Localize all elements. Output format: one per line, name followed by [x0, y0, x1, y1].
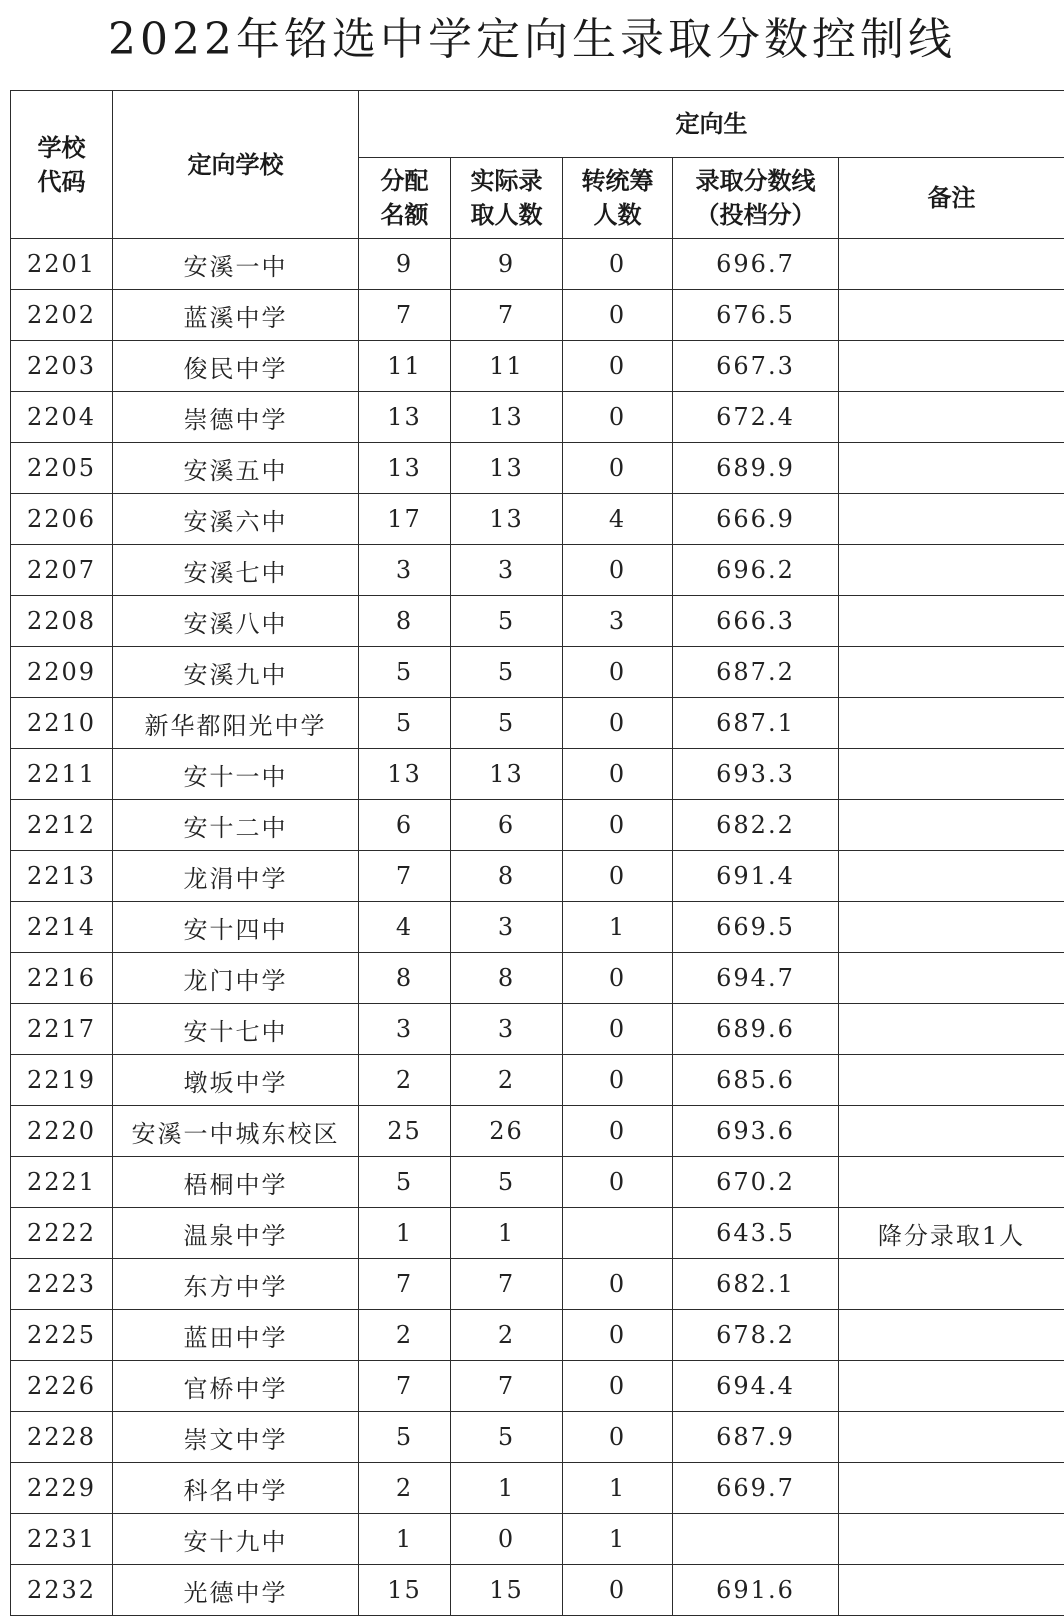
cell-actual-admitted: 1	[451, 1463, 563, 1514]
cell-quota: 25	[359, 1106, 451, 1157]
cell-cutoff-score: 693.3	[673, 749, 839, 800]
page-title: 2022年铭选中学定向生录取分数控制线	[108, 14, 956, 65]
cell-actual-admitted: 0	[451, 1514, 563, 1565]
table-row	[11, 647, 1064, 698]
cell-school-code: 2228	[11, 1412, 113, 1463]
cell-school-code: 2202	[11, 290, 113, 341]
table-row	[11, 1565, 1064, 1616]
cell-remark	[839, 392, 1064, 443]
cell-actual-admitted: 8	[451, 851, 563, 902]
cell-school-code: 2201	[11, 239, 113, 290]
cell-transfer-count	[563, 1208, 673, 1259]
cell-cutoff-score: 669.7	[673, 1463, 839, 1514]
header-transfer-line1: 转统筹	[581, 167, 654, 195]
cell-school-code: 2223	[11, 1259, 113, 1310]
cell-transfer-count: 1	[563, 1514, 673, 1565]
cell-actual-admitted: 7	[451, 1361, 563, 1412]
cell-transfer-count: 0	[563, 443, 673, 494]
cell-actual-admitted: 3	[451, 1004, 563, 1055]
cell-cutoff-score: 693.6	[673, 1106, 839, 1157]
header-quota-line1: 分配	[380, 167, 429, 195]
cell-remark	[839, 1004, 1064, 1055]
cell-cutoff-score: 691.4	[673, 851, 839, 902]
cell-target-school: 安溪八中	[113, 596, 359, 647]
table-row	[11, 953, 1064, 1004]
cell-cutoff-score: 694.4	[673, 1361, 839, 1412]
table-row	[11, 698, 1064, 749]
cell-target-school: 龙门中学	[113, 953, 359, 1004]
table-row	[11, 494, 1064, 545]
cell-school-code: 2203	[11, 341, 113, 392]
table-row	[11, 902, 1064, 953]
cell-actual-admitted: 13	[451, 494, 563, 545]
cell-quota: 3	[359, 545, 451, 596]
table-row	[11, 1463, 1064, 1514]
cell-transfer-count: 0	[563, 851, 673, 902]
cell-actual-admitted: 5	[451, 1412, 563, 1463]
cell-target-school: 东方中学	[113, 1259, 359, 1310]
cell-target-school: 安溪九中	[113, 647, 359, 698]
cell-transfer-count: 0	[563, 1106, 673, 1157]
cell-cutoff-score: 691.6	[673, 1565, 839, 1616]
cell-quota: 3	[359, 1004, 451, 1055]
cell-remark	[839, 494, 1064, 545]
cell-remark	[839, 1412, 1064, 1463]
cell-remark	[839, 596, 1064, 647]
cell-target-school: 官桥中学	[113, 1361, 359, 1412]
cell-transfer-count: 0	[563, 647, 673, 698]
table-row	[11, 239, 1064, 290]
cell-quota: 8	[359, 953, 451, 1004]
cell-actual-admitted: 2	[451, 1055, 563, 1106]
cell-target-school: 安溪六中	[113, 494, 359, 545]
cell-school-code: 2205	[11, 443, 113, 494]
cell-actual-admitted: 8	[451, 953, 563, 1004]
cell-school-code: 2206	[11, 494, 113, 545]
header-actual-line1: 实际录	[470, 167, 543, 195]
header-target-school: 定向学校	[113, 91, 359, 239]
cell-cutoff-score: 682.2	[673, 800, 839, 851]
table-row	[11, 1004, 1064, 1055]
cell-actual-admitted: 13	[451, 749, 563, 800]
cell-cutoff-score: 696.7	[673, 239, 839, 290]
cell-transfer-count: 0	[563, 749, 673, 800]
cell-school-code: 2207	[11, 545, 113, 596]
cell-target-school: 蓝溪中学	[113, 290, 359, 341]
cell-school-code: 2217	[11, 1004, 113, 1055]
cell-actual-admitted: 3	[451, 902, 563, 953]
cell-quota: 15	[359, 1565, 451, 1616]
cell-target-school: 安溪一中城东校区	[113, 1106, 359, 1157]
cell-transfer-count: 0	[563, 1412, 673, 1463]
cell-target-school: 安溪七中	[113, 545, 359, 596]
cell-remark	[839, 1157, 1064, 1208]
cell-school-code: 2222	[11, 1208, 113, 1259]
cell-actual-admitted: 13	[451, 443, 563, 494]
cell-quota: 17	[359, 494, 451, 545]
table-row	[11, 545, 1064, 596]
cell-quota: 13	[359, 392, 451, 443]
cell-cutoff-score: 666.3	[673, 596, 839, 647]
cell-actual-admitted: 5	[451, 647, 563, 698]
cell-quota: 8	[359, 596, 451, 647]
cell-quota: 7	[359, 290, 451, 341]
cell-transfer-count: 0	[563, 1310, 673, 1361]
cell-target-school: 温泉中学	[113, 1208, 359, 1259]
cell-school-code: 2208	[11, 596, 113, 647]
cell-target-school: 梧桐中学	[113, 1157, 359, 1208]
cell-transfer-count: 0	[563, 698, 673, 749]
admission-table	[10, 90, 1064, 1616]
cell-target-school: 安十九中	[113, 1514, 359, 1565]
header-transfer-count	[563, 158, 673, 239]
table-row	[11, 1514, 1064, 1565]
cell-target-school: 墩坂中学	[113, 1055, 359, 1106]
cell-cutoff-score	[673, 1514, 839, 1565]
cell-remark	[839, 443, 1064, 494]
cell-remark	[839, 1055, 1064, 1106]
table-row	[11, 851, 1064, 902]
cell-quota: 2	[359, 1310, 451, 1361]
header-directed-students: 定向生	[359, 91, 1064, 158]
cell-quota: 2	[359, 1055, 451, 1106]
cell-quota: 13	[359, 749, 451, 800]
header-school-code	[11, 91, 113, 239]
cell-transfer-count: 3	[563, 596, 673, 647]
cell-transfer-count: 0	[563, 341, 673, 392]
cell-remark	[839, 953, 1064, 1004]
cell-quota: 1	[359, 1208, 451, 1259]
cell-transfer-count: 1	[563, 902, 673, 953]
cell-school-code: 2232	[11, 1565, 113, 1616]
header-cutoff-score	[673, 158, 839, 239]
cell-target-school: 崇德中学	[113, 392, 359, 443]
header-quota-line2: 名额	[380, 201, 429, 229]
cell-transfer-count: 0	[563, 1259, 673, 1310]
cell-quota: 1	[359, 1514, 451, 1565]
table-row	[11, 341, 1064, 392]
cell-transfer-count: 0	[563, 1004, 673, 1055]
cell-remark: 降分录取1人	[839, 1208, 1064, 1259]
cell-quota: 5	[359, 1157, 451, 1208]
cell-actual-admitted: 7	[451, 290, 563, 341]
header-school-code-line1: 学校	[37, 133, 86, 162]
cell-remark	[839, 290, 1064, 341]
cell-target-school: 安溪五中	[113, 443, 359, 494]
cell-cutoff-score: 687.9	[673, 1412, 839, 1463]
cell-remark	[839, 545, 1064, 596]
cell-cutoff-score: 672.4	[673, 392, 839, 443]
cell-cutoff-score: 682.1	[673, 1259, 839, 1310]
cell-school-code: 2231	[11, 1514, 113, 1565]
table-row	[11, 1361, 1064, 1412]
cell-transfer-count: 0	[563, 290, 673, 341]
cell-transfer-count: 0	[563, 953, 673, 1004]
cell-actual-admitted: 11	[451, 341, 563, 392]
cell-target-school: 蓝田中学	[113, 1310, 359, 1361]
cell-actual-admitted: 26	[451, 1106, 563, 1157]
header-school-code-line2: 代码	[37, 167, 86, 196]
cell-cutoff-score: 687.1	[673, 698, 839, 749]
cell-remark	[839, 800, 1064, 851]
cell-school-code: 2214	[11, 902, 113, 953]
cell-target-school: 新华都阳光中学	[113, 698, 359, 749]
header-remark: 备注	[839, 158, 1064, 239]
cell-school-code: 2219	[11, 1055, 113, 1106]
cell-school-code: 2220	[11, 1106, 113, 1157]
cell-target-school: 安十四中	[113, 902, 359, 953]
table-row	[11, 1412, 1064, 1463]
table-row	[11, 1157, 1064, 1208]
cell-transfer-count: 0	[563, 1157, 673, 1208]
cell-transfer-count: 0	[563, 1055, 673, 1106]
cell-actual-admitted: 9	[451, 239, 563, 290]
cell-target-school: 安溪一中	[113, 239, 359, 290]
header-actual-admitted	[451, 158, 563, 239]
cell-school-code: 2210	[11, 698, 113, 749]
cell-target-school: 科名中学	[113, 1463, 359, 1514]
table-row	[11, 596, 1064, 647]
cell-quota: 9	[359, 239, 451, 290]
header-score-line2: （投档分）	[695, 201, 816, 229]
cell-transfer-count: 4	[563, 494, 673, 545]
cell-actual-admitted: 3	[451, 545, 563, 596]
cell-remark	[839, 1565, 1064, 1616]
cell-cutoff-score: 685.6	[673, 1055, 839, 1106]
cell-school-code: 2209	[11, 647, 113, 698]
cell-cutoff-score: 678.2	[673, 1310, 839, 1361]
cell-school-code: 2212	[11, 800, 113, 851]
cell-actual-admitted: 6	[451, 800, 563, 851]
cell-actual-admitted: 15	[451, 1565, 563, 1616]
cell-quota: 5	[359, 647, 451, 698]
cell-transfer-count: 0	[563, 1361, 673, 1412]
cell-actual-admitted: 5	[451, 596, 563, 647]
cell-cutoff-score: 666.9	[673, 494, 839, 545]
cell-cutoff-score: 670.2	[673, 1157, 839, 1208]
cell-target-school: 光德中学	[113, 1565, 359, 1616]
table-row	[11, 443, 1064, 494]
cell-school-code: 2221	[11, 1157, 113, 1208]
header-transfer-line2: 人数	[593, 201, 642, 229]
cell-cutoff-score: 694.7	[673, 953, 839, 1004]
cell-quota: 2	[359, 1463, 451, 1514]
cell-remark	[839, 1514, 1064, 1565]
cell-transfer-count: 0	[563, 545, 673, 596]
header-score-line1: 录取分数线	[695, 167, 816, 195]
cell-target-school: 安十二中	[113, 800, 359, 851]
cell-remark	[839, 1106, 1064, 1157]
cell-school-code: 2216	[11, 953, 113, 1004]
cell-actual-admitted: 2	[451, 1310, 563, 1361]
cell-cutoff-score: 669.5	[673, 902, 839, 953]
cell-cutoff-score: 676.5	[673, 290, 839, 341]
cell-target-school: 安十七中	[113, 1004, 359, 1055]
cell-quota: 7	[359, 1259, 451, 1310]
cell-target-school: 龙涓中学	[113, 851, 359, 902]
cell-quota: 7	[359, 851, 451, 902]
cell-remark	[839, 698, 1064, 749]
table-row	[11, 1055, 1064, 1106]
table-row	[11, 1310, 1064, 1361]
cell-actual-admitted: 1	[451, 1208, 563, 1259]
cell-remark	[839, 851, 1064, 902]
cell-target-school: 崇文中学	[113, 1412, 359, 1463]
cell-transfer-count: 1	[563, 1463, 673, 1514]
cell-target-school: 安十一中	[113, 749, 359, 800]
table-row	[11, 1208, 1064, 1259]
cell-actual-admitted: 5	[451, 698, 563, 749]
cell-school-code: 2226	[11, 1361, 113, 1412]
table-row	[11, 290, 1064, 341]
cell-cutoff-score: 689.6	[673, 1004, 839, 1055]
cell-school-code: 2204	[11, 392, 113, 443]
cell-school-code: 2211	[11, 749, 113, 800]
cell-remark	[839, 1259, 1064, 1310]
cell-cutoff-score: 667.3	[673, 341, 839, 392]
table-row	[11, 1259, 1064, 1310]
header-quota	[359, 158, 451, 239]
cell-school-code: 2229	[11, 1463, 113, 1514]
cell-remark	[839, 902, 1064, 953]
cell-quota: 11	[359, 341, 451, 392]
cell-remark	[839, 239, 1064, 290]
cell-quota: 7	[359, 1361, 451, 1412]
cell-quota: 13	[359, 443, 451, 494]
cell-remark	[839, 647, 1064, 698]
cell-quota: 6	[359, 800, 451, 851]
table-row	[11, 800, 1064, 851]
cell-remark	[839, 1361, 1064, 1412]
table-row	[11, 1106, 1064, 1157]
cell-actual-admitted: 7	[451, 1259, 563, 1310]
header-actual-line2: 取人数	[470, 201, 543, 229]
cell-remark	[839, 749, 1064, 800]
cell-target-school: 俊民中学	[113, 341, 359, 392]
cell-remark	[839, 1463, 1064, 1514]
cell-actual-admitted: 5	[451, 1157, 563, 1208]
cell-cutoff-score: 687.2	[673, 647, 839, 698]
cell-school-code: 2225	[11, 1310, 113, 1361]
cell-cutoff-score: 643.5	[673, 1208, 839, 1259]
cell-quota: 4	[359, 902, 451, 953]
cell-transfer-count: 0	[563, 1565, 673, 1616]
cell-cutoff-score: 689.9	[673, 443, 839, 494]
cell-transfer-count: 0	[563, 239, 673, 290]
cell-transfer-count: 0	[563, 800, 673, 851]
cell-actual-admitted: 13	[451, 392, 563, 443]
cell-cutoff-score: 696.2	[673, 545, 839, 596]
cell-quota: 5	[359, 1412, 451, 1463]
cell-remark	[839, 341, 1064, 392]
cell-transfer-count: 0	[563, 392, 673, 443]
cell-quota: 5	[359, 698, 451, 749]
table-row	[11, 749, 1064, 800]
cell-remark	[839, 1310, 1064, 1361]
cell-school-code: 2213	[11, 851, 113, 902]
table-row	[11, 392, 1064, 443]
